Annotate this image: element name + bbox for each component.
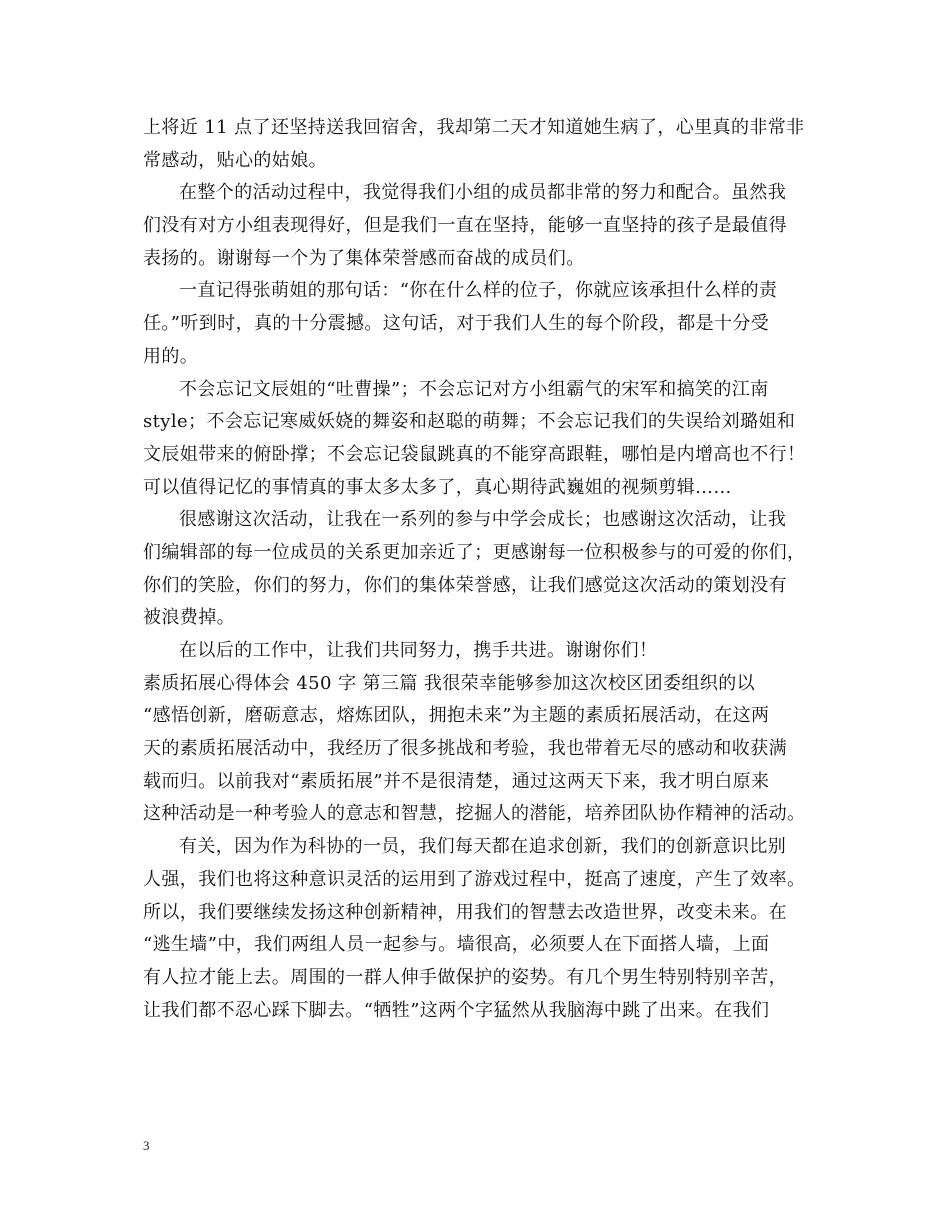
text-line: 任。”听到时，真的十分震撼。这句话，对于我们人生的每个阶段，都是十分受: [143, 313, 770, 335]
text-line: 有人拉才能上去。周围的一群人伸手做保护的姿势。有几个男生特别特别辛苦，: [143, 966, 787, 988]
text-line: 文辰姐带来的俯卧撑；不会忘记袋鼠跳真的不能穿高跟鞋，哪怕是内增高也不行！: [143, 443, 806, 465]
text-line: 们没有对方小组表现得好，但是我们一直在坚持，能够一直坚持的孩子是最值得: [143, 215, 787, 237]
text-line: 可以值得记忆的事情真的事太多太多了，真心期待武巍姐的视频剪辑……: [143, 476, 732, 498]
text-line: 很感谢这次活动，让我在一系列的参与中学会成长；也感谢这次活动，让我: [179, 509, 787, 531]
page-number: 3: [143, 1138, 150, 1153]
text-line: 不会忘记文辰姐的“吐曹操”；不会忘记对方小组霸气的宋军和搞笑的江南: [179, 378, 769, 400]
text-line: 一直记得张萌姐的那句话：“你在什么样的位子，你就应该承担什么样的责: [179, 280, 778, 302]
text-line: 们编辑部的每一位成员的关系更加亲近了；更感谢每一位积极参与的可爱的你们，: [143, 541, 806, 563]
text-line: 这种活动是一种考验人的意志和智慧，挖掘人的潜能，培养团队协作精神的活动。: [143, 803, 806, 825]
text-line: “感悟创新，磨砺意志，熔炼团队，拥抱未来”为主题的素质拓展活动，在这两: [143, 705, 770, 727]
text-line: 在以后的工作中，让我们共同努力，携手共进。谢谢你们！: [179, 640, 658, 661]
text-line: 上将近 11 点了还坚持送我回宿舍，我却第二天才知道她生病了，心里真的非常非: [143, 117, 805, 138]
text-line: 有关，因为作为科协的一员，我们每天都在追求创新，我们的创新意识比别: [179, 836, 787, 858]
text-line: 用的。: [143, 345, 199, 367]
text-line: 素质拓展心得体会 450 字 第三篇 我很荣幸能够参加这次校区团委组织的以: [143, 672, 756, 694]
document-body-text: [143, 112, 823, 1027]
text-line: 天的素质拓展活动中，我经历了很多挑战和考验，我也带着无尽的感动和收获满: [143, 738, 787, 760]
text-line: 人强，我们也将这种意识灵活的运用到了游戏过程中，挺高了速度，产生了效率。: [143, 868, 806, 890]
text-line: “逃生墙”中，我们两组人员一起参与。墙很高，必须要人在下面搭人墙，上面: [143, 934, 770, 956]
text-line: 在整个的活动过程中，我觉得我们小组的成员都非常的努力和配合。虽然我: [179, 182, 787, 204]
text-line: 你们的笑脸，你们的努力，你们的集体荣誉感，让我们感觉这次活动的策划没有: [143, 574, 787, 596]
text-line: style；不会忘记寒威妖娆的舞姿和赵聪的萌舞；不会忘记我们的失误给刘璐姐和: [143, 411, 796, 433]
text-line: 让我们都不忍心踩下脚去。“牺牲”这两个字猛然从我脑海中跳了出来。在我们: [143, 999, 770, 1021]
text-line: 所以，我们要继续发扬这种创新精神，用我们的智慧去改造世界，改变未来。在: [143, 901, 787, 923]
text-line: 载而归。以前我对“素质拓展”并不是很清楚，通过这两天下来，我才明白原来: [143, 770, 770, 792]
text-line: 表扬的。谢谢每一个为了集体荣誉感而奋战的成员们。: [143, 247, 585, 269]
text-line: 被浪费掉。: [143, 607, 235, 629]
text-line: 常感动，贴心的姑娘。: [143, 149, 327, 171]
